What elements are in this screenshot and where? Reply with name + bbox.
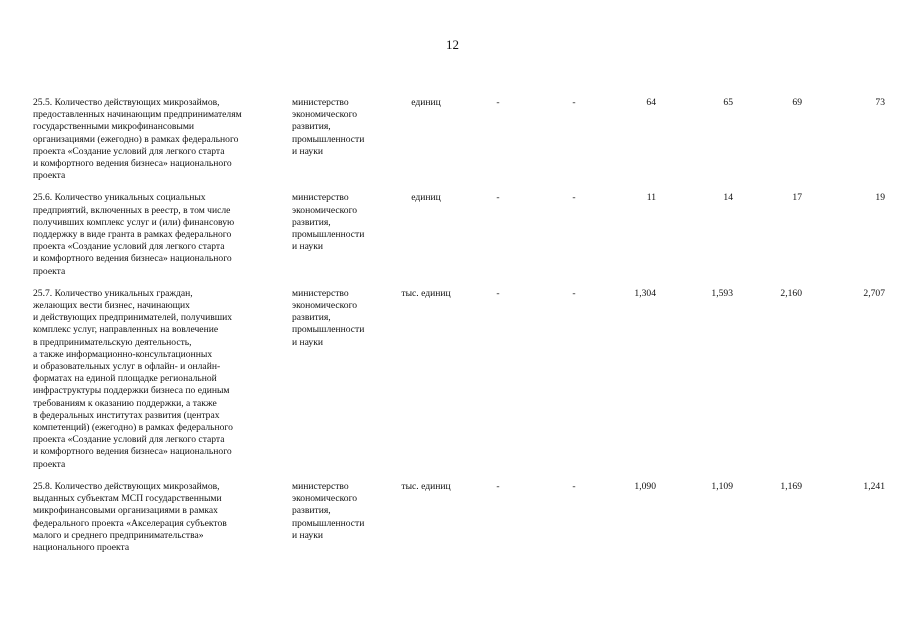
base-value-dash: -: [496, 192, 500, 204]
indicator-name-line: требованиям к оказанию поддержки, а также: [33, 397, 217, 409]
responsible-line: и науки: [292, 241, 324, 253]
indicator-row: [0, 481, 905, 554]
indicator-name: [33, 192, 291, 277]
indicator-name-line: предоставленных начинающим предпринимателям: [33, 109, 242, 121]
indicator-name-line: желающих вести бизнес, начинающих: [33, 300, 190, 312]
indicator-name-line: организациями (ежегодно) в рамках федерального: [33, 133, 239, 145]
year-value: 14: [723, 192, 733, 204]
responsible-line: и науки: [292, 336, 324, 348]
year-value: 11: [646, 192, 656, 204]
year-value: 69: [792, 97, 802, 108]
base-value-dash: -: [496, 287, 500, 299]
indicator-row: [0, 192, 905, 277]
responsible-line: развития,: [292, 216, 331, 228]
responsible-line: министерство: [292, 97, 349, 108]
indicator-name-line: получивших комплекс услуг и (или) финансовую: [33, 216, 235, 228]
responsible-line: министерство: [292, 480, 349, 492]
indicator-name-line: в предпринимательскую деятельность,: [33, 336, 192, 348]
indicator-row: [0, 288, 905, 471]
indicator-name-line: а также информационно-консультационных: [33, 348, 213, 360]
year-value: 1,109: [711, 480, 733, 492]
indicator-name-line: микрофинансовыми организациями в рамках: [33, 505, 218, 517]
responsible-body: [292, 192, 392, 253]
responsible-line: и науки: [292, 529, 324, 541]
page-number: 12: [446, 37, 459, 52]
indicator-name-line: инфраструктуры поддержки бизнеса по единым: [33, 385, 230, 397]
indicator-name-line: и комфортного ведения бизнеса» национального: [33, 158, 232, 170]
base-year-dash: -: [572, 97, 576, 108]
responsible-line: министерство: [292, 192, 349, 204]
base-year-dash: -: [572, 287, 576, 299]
indicator-name-line: 25.5. Количество действующих микрозаймов,: [33, 97, 220, 108]
responsible-body: [292, 97, 392, 158]
responsible-line: экономического: [292, 493, 358, 505]
base-value-dash: -: [496, 97, 500, 108]
year-value: 1,090: [634, 480, 656, 492]
indicator-name-line: и образовательных услуг в офлайн- и онлайн-: [33, 361, 221, 373]
year-value: 1,304: [634, 287, 656, 299]
base-year-dash: -: [572, 192, 576, 204]
indicator-name-line: проекта: [33, 170, 66, 182]
responsible-line: развития,: [292, 121, 331, 133]
indicator-name-line: 25.8. Количество действующих микрозаймов,: [33, 480, 220, 492]
base-value-dash: -: [496, 480, 500, 492]
indicator-name: [33, 97, 291, 182]
indicator-name-line: поддержку в виде гранта в рамках федерального: [33, 229, 232, 241]
indicator-name-line: проекта «Создание условий для легкого старта: [33, 145, 225, 157]
indicator-name-line: в федеральных институтах развития (центрах: [33, 409, 220, 421]
indicator-name-line: компетенций) (ежегодно) в рамках федерального: [33, 422, 233, 434]
indicator-name: [33, 288, 291, 471]
responsible-body: [292, 481, 392, 542]
responsible-line: министерство: [292, 287, 349, 299]
year-value: 19: [875, 192, 885, 204]
responsible-body: [292, 288, 392, 349]
indicator-table: [0, 97, 905, 554]
indicator-name: [33, 481, 291, 554]
unit-of-measure: тыс. единиц: [401, 480, 451, 492]
indicator-name-line: проекта: [33, 265, 66, 277]
indicator-name-line: выданных субъектам МСП государственными: [33, 493, 222, 505]
year-value: 2,160: [780, 287, 802, 299]
responsible-line: экономического: [292, 300, 358, 312]
responsible-line: промышленности: [292, 517, 365, 529]
indicator-name-line: 25.6. Количество уникальных социальных: [33, 192, 206, 204]
year-value: 73: [875, 97, 885, 108]
year-value: 1,169: [780, 480, 802, 492]
indicator-name-line: 25.7. Количество уникальных граждан,: [33, 287, 193, 299]
year-value: 2,707: [863, 287, 885, 299]
indicator-name-line: предприятий, включенных в реестр, в том числе: [33, 204, 231, 216]
indicator-name-line: форматах на единой площадке региональной: [33, 373, 217, 385]
indicator-name-line: государственными микрофинансовыми: [33, 121, 195, 133]
responsible-line: и науки: [292, 145, 324, 157]
responsible-line: промышленности: [292, 324, 365, 336]
indicator-name-line: комплекс услуг, направленных на вовлечение: [33, 324, 219, 336]
responsible-line: промышленности: [292, 133, 365, 145]
year-value: 65: [723, 97, 733, 108]
responsible-line: развития,: [292, 505, 331, 517]
responsible-line: экономического: [292, 109, 358, 121]
indicator-name-line: проекта: [33, 458, 66, 470]
unit-of-measure: единиц: [411, 192, 441, 204]
year-value: 1,593: [711, 287, 733, 299]
indicator-name-line: и комфортного ведения бизнеса» национального: [33, 253, 232, 265]
year-value: 17: [792, 192, 802, 204]
responsible-line: экономического: [292, 204, 358, 216]
year-value: 64: [646, 97, 656, 108]
year-value: 1,241: [863, 480, 885, 492]
indicator-row: [0, 97, 905, 182]
base-year-dash: -: [572, 480, 576, 492]
indicator-name-line: и действующих предпринимателей, получивших: [33, 312, 233, 324]
responsible-line: промышленности: [292, 229, 365, 241]
indicator-name-line: национального проекта: [33, 541, 130, 553]
responsible-line: развития,: [292, 312, 331, 324]
unit-of-measure: тыс. единиц: [401, 287, 451, 299]
indicator-name-line: проекта «Создание условий для легкого старта: [33, 241, 225, 253]
indicator-name-line: проекта «Создание условий для легкого старта: [33, 434, 225, 446]
unit-of-measure: единиц: [411, 97, 441, 108]
indicator-name-line: и комфортного ведения бизнеса» национального: [33, 446, 232, 458]
indicator-name-line: малого и среднего предпринимательства»: [33, 529, 204, 541]
indicator-name-line: федерального проекта «Акселерация субъектов: [33, 517, 227, 529]
